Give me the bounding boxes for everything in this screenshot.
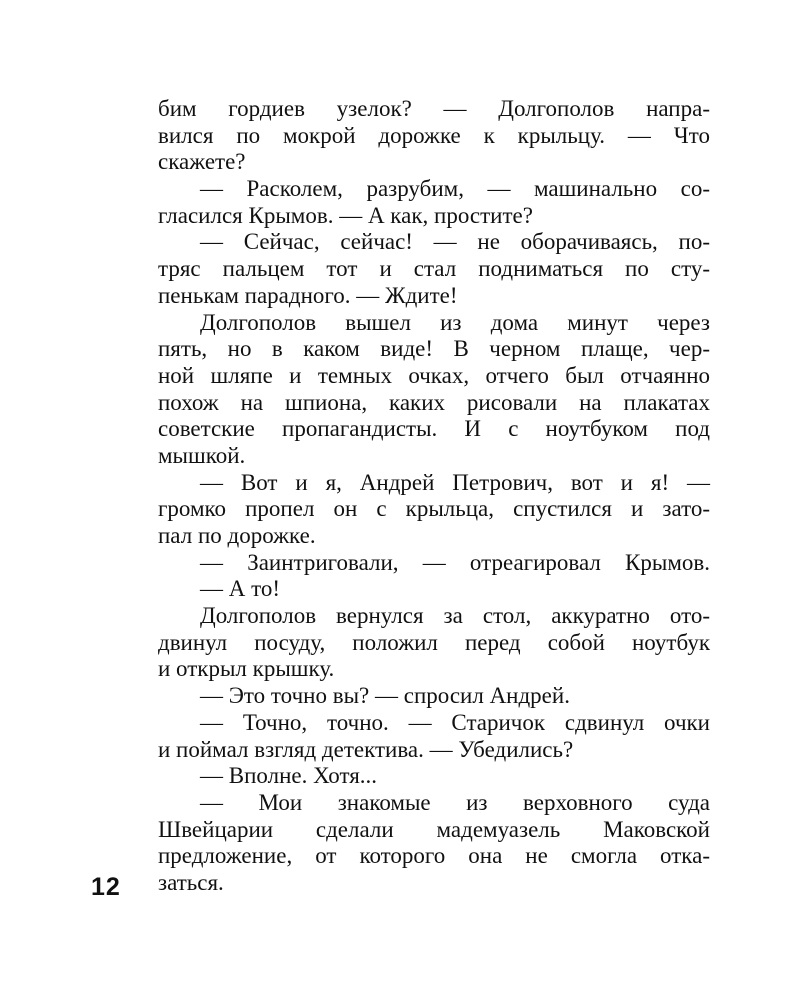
text-line: двинул посуду, положил перед собой ноутбук [158, 629, 710, 655]
page-number: 12 [91, 873, 121, 901]
text-line: пенькам парадного. — Ждите! [158, 282, 458, 308]
text-line: и поймал взгляд детектива. — Убедились? [158, 736, 574, 762]
text-line: и открыл крышку. [158, 656, 335, 682]
text-line: — А то! [200, 576, 281, 602]
text-line: заться. [158, 869, 224, 895]
text-line: тряс пальцем тот и стал подниматься по сту- [158, 256, 710, 282]
text-line: скажете? [158, 149, 246, 175]
text-line: гласился Крымов. — А как, простите? [158, 202, 533, 228]
text-line: — Заинтриговали, — отреагировал Крымов. [200, 549, 710, 575]
text-line: — Расколем, разрубим, — машинально со- [200, 176, 710, 202]
text-line: Долгополов вернулся за стол, аккуратно ото- [200, 603, 710, 629]
body-text [158, 96, 710, 897]
text-line: вился по мокрой дорожке к крыльцу. — Что [158, 122, 710, 148]
text-line: — Мои знакомые из верховного суда [200, 789, 710, 815]
text-line: пал по дорожке. [158, 523, 316, 548]
text-line: похож на шпиона, каких рисовали на плакатах [158, 389, 710, 415]
text-line: бим гордиев узелок? — Долгополов напра- [158, 96, 710, 121]
text-line: пять, но в каком виде! В черном плаще, чер- [158, 336, 710, 362]
text-line: предложение, от которого она не смогла отка- [158, 843, 710, 869]
text-line: — Точно, точно. — Старичок сдвинул очки [200, 709, 710, 735]
text-line: мышкой. [158, 442, 246, 468]
text-line: советские пропагандисты. И с ноутбуком под [158, 416, 710, 442]
text-line: — Сейчас, сейчас! — не оборачиваясь, по- [200, 229, 710, 255]
text-line: — Вполне. Хотя... [200, 763, 378, 789]
text-line: громко пропел он с крыльца, спустился и зато- [158, 496, 710, 522]
text-line: ной шляпе и темных очках, отчего был отчаянно [158, 362, 710, 388]
text-line: Швейцарии сделали мадемуазель Маковской [158, 816, 710, 842]
text-line: — Вот и я, Андрей Петрович, вот и я! — [200, 469, 710, 495]
text-line: Долгополов вышел из дома минут через [200, 309, 710, 335]
text-line: — Это точно вы? — спросил Андрей. [200, 683, 570, 709]
